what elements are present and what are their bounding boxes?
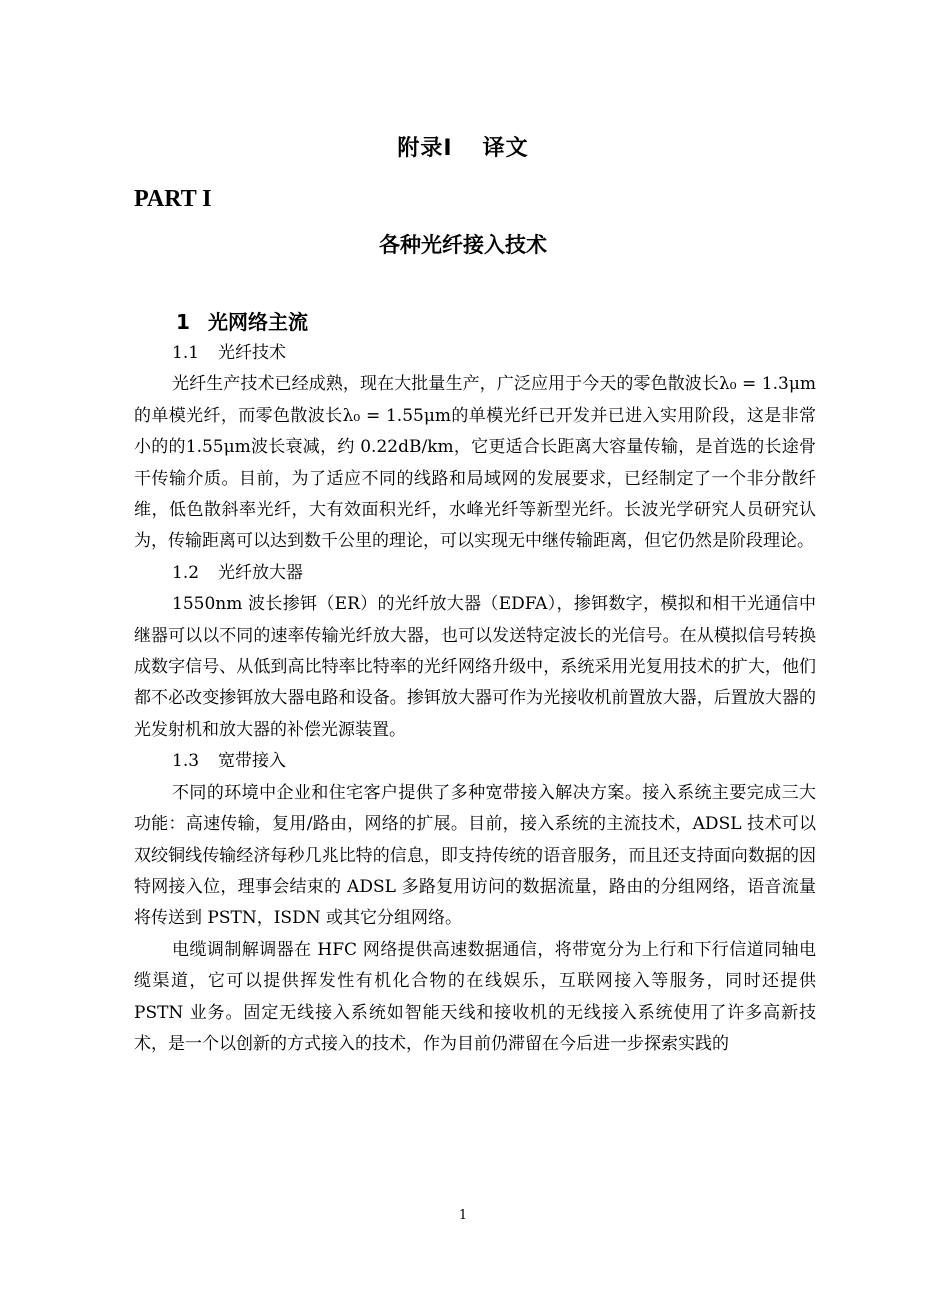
paragraph: 不同的环境中企业和住宅客户提供了多种宽带接入解决方案。接入系统主要完成三大功能：高速传输，复用/路由，网络的扩展。目前，接入系统的主流技术，ADSL 技术可以双绞铜线传输经济每秒几兆比特的信息，即支持传统的语音服务，而且还支持面向数据的因特网接入位，理事会结束的 ADSL 多路复用访问的数据流量，路由的分组网络，语音流量将传送到 PSTN，ISDN 或其它分组网络。 — [134, 782, 816, 929]
section-number: 1 — [176, 310, 190, 334]
subsection-number: 1.1 — [172, 343, 200, 363]
subsection-title: 宽带接入 — [218, 751, 286, 772]
paragraph: 电缆调制解调器在 HFC 网络提供高速数据通信，将带宽分为上行和下行信道同轴电缆渠道，它可以提供挥发性有机化合物的在线娱乐，互联网接入等服务，同时还提供 PSTN 业务。固定无线接入系统如智能天线和接收机的无线接入系统使用了许多高新技术，是一个以创新的方式接入的技术，作为目前仍滞留在今后进一步探索实践的 — [134, 939, 816, 1054]
appendix-title-text: 译文 — [482, 136, 529, 161]
subsection-heading — [134, 746, 816, 777]
part-heading: PART I — [134, 186, 212, 212]
subsection-number: 1.2 — [172, 562, 200, 583]
appendix-label: 附录Ⅰ — [397, 136, 453, 161]
body-text — [134, 338, 816, 1060]
subsection-heading — [134, 558, 816, 589]
paragraph: 1550nm 波长掺铒（ER）的光纤放大器（EDFA），掺铒数字，模拟和相干光通信中继器可以以不同的速率传输光纤放大器，也可以发送特定波长的光信号。在从模拟信号转换成数字信号、从低到高比特率比特率的光纤网络升级中，系统采用光复用技术的扩大，他们都不必改变掺铒放大器电路和设备。掺铒放大器可作为光接收机前置放大器，后置放大器的光发射机和放大器的补偿光源装置。 — [134, 594, 816, 740]
subsection-number: 1.3 — [172, 751, 200, 772]
page-number: 1 — [458, 1208, 468, 1223]
subsection-heading — [134, 338, 816, 369]
paragraph: 光纤生产技术已经成熟，现在大批量生产，广泛应用于今天的零色散波长λ₀ = 1.3μm的单模光纤，而零色散波长λ₀ = 1.55μm的单模光纤已开发并已进入实用阶段，这是非常小的的1.55μm波长衰减，约 0.22dB/km，它更适合长距离大容量传输，是首选的长途骨干传输介质。目前，为了适应不同的线路和局域网的发展要求，已经制定了一个非分散纤维，低色散斜率光纤，大有效面积光纤，水峰光纤等新型光纤。长波光学研究人员研究认为，传输距离可以达到数千公里的理论，可以实现无中继传输距离，但它仍然是阶段理论。 — [134, 374, 816, 552]
section-title: 光网络主流 — [208, 310, 308, 334]
article-title: 各种光纤接入技术 — [379, 233, 547, 257]
section-heading — [176, 306, 308, 335]
subsection-title: 光纤技术 — [218, 343, 286, 363]
subsection-title: 光纤放大器 — [218, 562, 303, 583]
appendix-title — [0, 131, 926, 162]
